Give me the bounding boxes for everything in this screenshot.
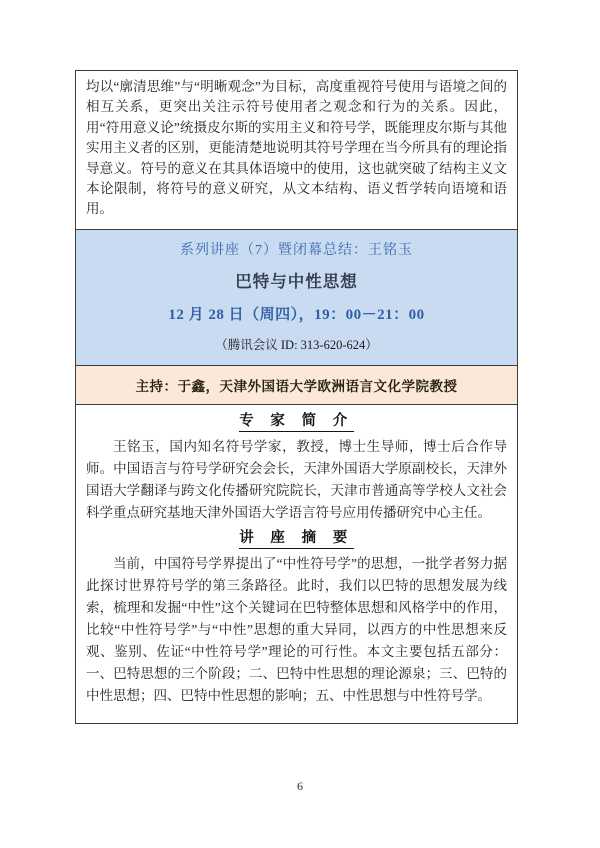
abstract-section-heading [86, 529, 507, 549]
announcement-table [75, 70, 518, 724]
lecture-datetime: 12 月 28 日（周四），19：00－21：00 [168, 306, 425, 323]
lecture-title: 巴特与中性思想 [235, 272, 358, 291]
expert-heading-text: 专 家 简 介 [239, 412, 354, 432]
series-title: 系列讲座（7）暨闭幕总结：王铭玉 [180, 242, 413, 258]
host-banner: 主持：于鑫，天津外国语大学欧洲语言文化学院教授 [76, 365, 517, 404]
meeting-id: （腾讯会议 ID: 313-620-624） [215, 337, 378, 352]
announcement-box [76, 229, 517, 365]
abstract-paragraph: 当前，中国符号学界提出了“中性符号学”的思想，一批学者努力据此探讨世界符号学的第三条路径。此时，我们以巴特的思想发展为线索，梳理和发掘“中性”这个关键词在巴特整体思想和风格学中的作用，比较“中性符号学”与“中性”思想的重大异同，以西方的中性思想来反观、鉴别、佐证“中性符号学”理论的可行性。本文主要包括五部分：一、巴特思想的三个阶段；二、巴特中性思想的理论源泉；三、巴特的中性思想；四、巴特中性思想的影响；五、中性思想与中性符号学。 [86, 555, 507, 703]
expert-section-heading [86, 412, 507, 432]
expert-bio-paragraph: 王铭玉，国内知名符号学家，教授，博士生导师，博士后合作导师。中国语言与符号学研究会会长，天津外国语大学原副校长，天津外国语大学翻译与跨文化传播研究院院长，天津市普通高等学校人文社会科学重点研究基地天津外国语大学语言符号应用传播研究中心主任。 [86, 438, 507, 520]
abstract-heading-text: 讲 座 摘 要 [239, 529, 354, 549]
page-number: 6 [297, 779, 303, 793]
details-section [76, 404, 517, 723]
intro-paragraph: 均以“廓清思维”与“明晰观念”为目标，高度重视符号使用与语境之间的相互关系，更突出关注示符号使用者之观念和行为的关系。因此，用“符用意义论”统摄皮尔斯的实用主义和符号学，既能理皮尔斯与其他实用主义者的区别，更能清楚地说明其符号学理在当今所具有的理论指导意义。符号的意义在其具体语境中的使用，这也就突破了结构主义文本论限制，将符号的意义研究，从文本结构、语义哲学转向语境和语用。 [86, 79, 507, 217]
